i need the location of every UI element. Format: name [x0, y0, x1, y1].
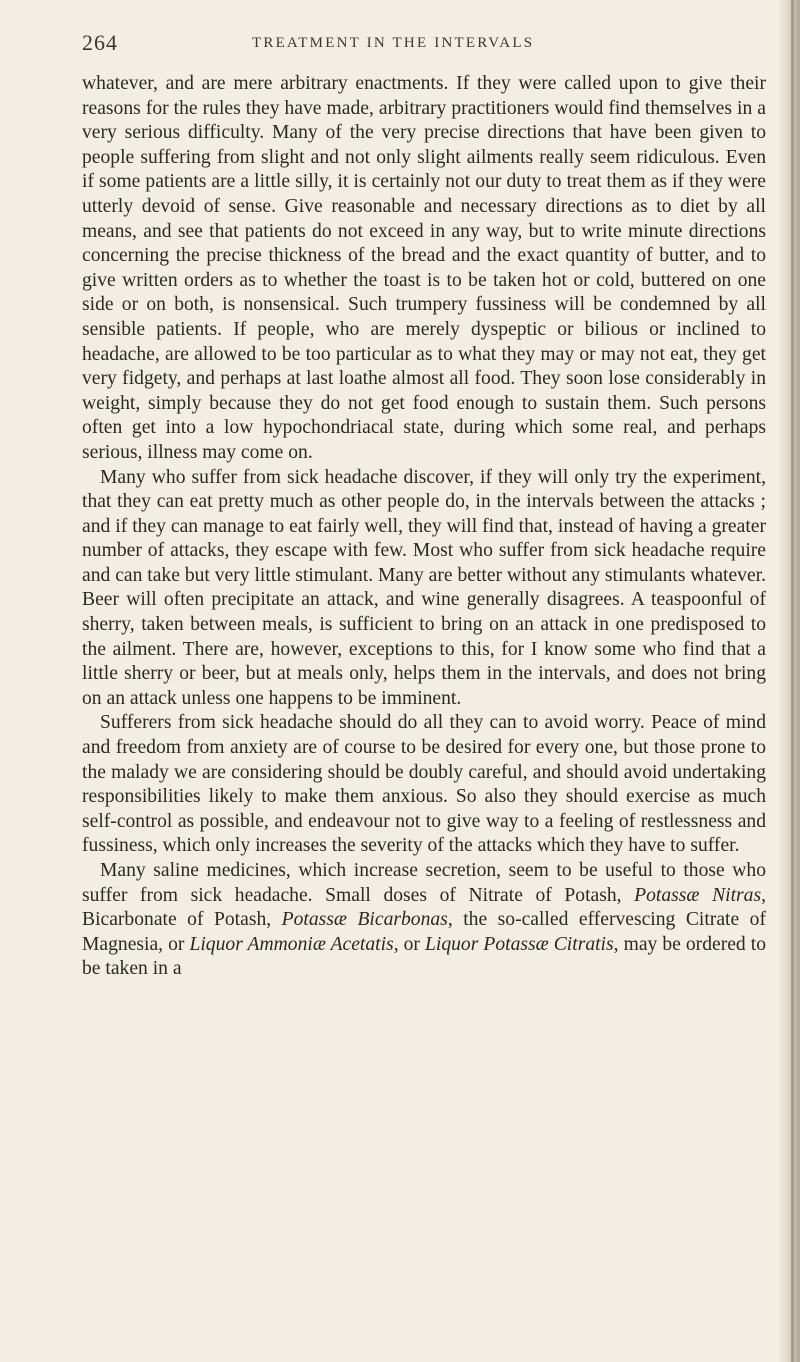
- paragraph: [82, 859, 766, 982]
- paragraph: [82, 72, 766, 466]
- paragraph: [82, 711, 766, 859]
- text-segment: Many saline medicines, which increase secretion, seem to be useful to those who suffer from sick headache. Small doses of Nitrate of Potash,: [82, 860, 766, 906]
- running-head: TREATMENT IN THE INTERVALS: [252, 35, 535, 51]
- text-segment: , the so-called effervescing Citrate of Magnesia, or: [82, 909, 766, 955]
- latin-term: Liquor Potassæ Citratis: [424, 933, 614, 955]
- paragraph: [82, 466, 766, 712]
- text-segment: , Bicarbonate of Potash,: [82, 884, 766, 931]
- page-edge-shadow: [778, 0, 800, 1362]
- text-segment: Many who suffer from sick headache discover, if they will only try the experiment, that they can eat pretty much as other people do, in the intervals between the attacks ; and if they can manage to eat fairly well, they will find that, instead of having a greater number of attacks, they escape with few. Most who suffer from sick headache require and can take but very little stimulant. Many are better without any stimulants whatever. Beer will often precipitate an attack, and wine generally disagrees. A teaspoonful of sherry, taken between meals, is sufficient to bring on an attack in one predisposed to the ailment. There are, however, exceptions to this, for I know some who find that a little sherry or beer, but at meals only, helps them in the intervals, and does not bring on an attack unless one happens to be imminent.: [82, 466, 766, 709]
- text-segment: , or: [393, 933, 425, 955]
- page-header: [82, 30, 772, 58]
- latin-term: Liquor Ammoniæ Acetatis: [189, 933, 394, 955]
- body-text: [82, 72, 766, 982]
- page-edge-line: [791, 0, 794, 1362]
- latin-term: Potassæ Bicarbonas: [281, 909, 448, 931]
- page-number: 264: [82, 30, 118, 55]
- latin-term: Potassæ Nitras: [634, 884, 762, 906]
- text-segment: , may be ordered to be taken in a: [82, 933, 766, 980]
- text-segment: Sufferers from sick headache should do all they can to avoid worry. Peace of mind and freedom from anxiety are of course to be desired for every one, but those prone to the malady we are considering should be doubly careful, and should avoid undertaking responsibilities likely to make them anxious. So also they should exercise as much self-control as possible, and endeavour not to give way to a feeling of restlessness and fussiness, which only increases the severity of the attacks which they have to suffer.: [82, 712, 766, 857]
- text-segment: whatever, and are mere arbitrary enactments. If they were called upon to give their reasons for the rules they have made, arbitrary practitioners would find themselves in a very serious difficulty. Many of the very precise directions that have been given to people suffering from slight and not only slight ailments really seem ridiculous. Even if some patients are a little silly, it is certainly not our duty to treat them as if they were utterly devoid of sense. Give reasonable and necessary directions as to diet by all means, and see that patients do not exceed in any way, but to write minute directions concerning the precise thickness of the bread and the exact quantity of butter, and to give written orders as to whether the toast is to be taken hot or cold, buttered on one side or on both, is nonsensical. Such trumpery fussiness will be condemned by all sensible patients. If people, who are merely dyspeptic or bilious or inclined to headache, are allowed to be too particular as to what they may or may not eat, they get very fidgety, and perhaps at last loathe almost all food. They soon lose considerably in weight, simply because they do not get food enough to sustain them. Such persons often get into a low hypochondriacal state, during which some real, and perhaps serious, illness may come on.: [82, 73, 766, 463]
